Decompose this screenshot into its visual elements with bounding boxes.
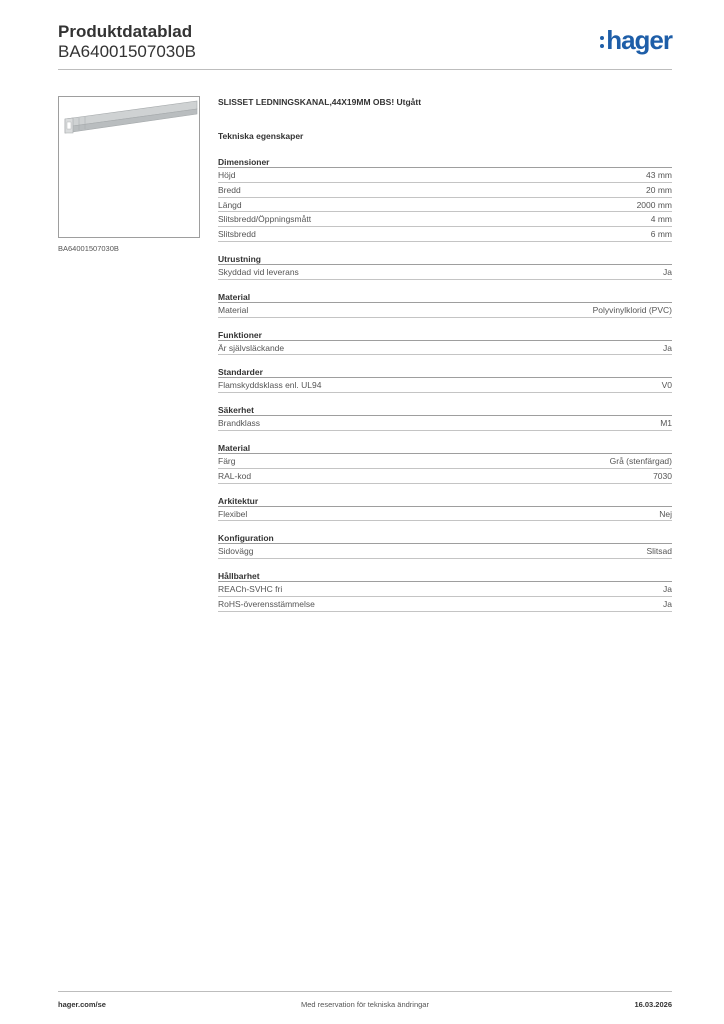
spec-value: M1 <box>660 418 672 429</box>
spec-label: Slitsbredd <box>218 229 256 240</box>
spec-group-title: Utrustning <box>218 253 672 265</box>
spec-row <box>218 212 672 227</box>
spec-row <box>218 168 672 183</box>
logo-text: hager <box>606 25 672 55</box>
spec-label: Sidovägg <box>218 546 254 557</box>
spec-row <box>218 454 672 469</box>
spec-group-material-color <box>218 442 672 484</box>
spec-row <box>218 265 672 280</box>
spec-row <box>218 341 672 356</box>
spec-label: Flamskyddsklass enl. UL94 <box>218 380 322 391</box>
spec-value: Ja <box>663 266 672 277</box>
technical-properties-heading: Tekniska egenskaper <box>218 131 304 141</box>
spec-row <box>218 416 672 431</box>
spec-value: 2000 mm <box>636 199 672 210</box>
spec-group-standards <box>218 366 672 393</box>
spec-group-title: Standarder <box>218 366 672 378</box>
spec-label: Bredd <box>218 184 241 195</box>
document-date: 16.03.2026 <box>634 1000 672 1009</box>
spec-label: Slitsbredd/Öppningsmått <box>218 214 312 225</box>
spec-group-title: Material <box>218 291 672 303</box>
spec-group-title: Säkerhet <box>218 404 672 416</box>
spec-group-title: Hållbarhet <box>218 570 672 582</box>
spec-value: Slitsad <box>646 546 672 557</box>
spec-label: Material <box>218 304 249 315</box>
logo-dots-icon <box>600 36 604 48</box>
spec-value: Nej <box>659 508 672 519</box>
hager-logo <box>600 25 672 55</box>
spec-row <box>218 544 672 559</box>
spec-row <box>218 507 672 522</box>
spec-label: Brandklass <box>218 418 261 429</box>
spec-group-safety <box>218 404 672 431</box>
spec-value: Grå (stenfärgad) <box>609 455 672 466</box>
spec-value: Ja <box>663 342 672 353</box>
spec-group-title: Arkitektur <box>218 495 672 507</box>
spec-value: 20 mm <box>646 184 672 195</box>
spec-group-title: Material <box>218 442 672 454</box>
spec-label: Flexibel <box>218 508 248 519</box>
spec-row <box>218 198 672 213</box>
spec-value: V0 <box>661 380 672 391</box>
spec-group-functions <box>218 329 672 356</box>
document-footer <box>58 991 672 1015</box>
spec-row <box>218 378 672 393</box>
product-title: SLISSET LEDNINGSKANAL,44X19MM OBS! Utgått <box>218 97 422 107</box>
spec-group-dimensions <box>218 156 672 242</box>
spec-row <box>218 183 672 198</box>
spec-value: 6 mm <box>650 229 672 240</box>
spec-row <box>218 469 672 484</box>
spec-group-configuration <box>218 532 672 559</box>
spec-label: RoHS-överensstämmelse <box>218 598 315 609</box>
specification-content <box>218 96 672 623</box>
spec-value: 4 mm <box>650 214 672 225</box>
spec-label: RAL-kod <box>218 470 252 481</box>
spec-value: Ja <box>663 584 672 595</box>
spec-group-architecture <box>218 495 672 522</box>
image-caption: BA64001507030B <box>58 244 119 253</box>
spec-label: Färg <box>218 455 236 466</box>
spec-value: 43 mm <box>646 170 672 180</box>
spec-group-sustainability <box>218 570 672 612</box>
document-type-title: Produktdatablad <box>58 22 193 41</box>
spec-label: Längd <box>218 199 242 210</box>
document-header <box>58 22 672 70</box>
spec-group-title: Dimensioner <box>218 156 672 168</box>
spec-group-material <box>218 291 672 318</box>
spec-row <box>218 597 672 612</box>
spec-label: Är självsläckande <box>218 342 285 353</box>
product-code: BA64001507030B <box>58 42 197 61</box>
cable-duct-illustration <box>59 97 199 237</box>
spec-label: Höjd <box>218 170 236 180</box>
product-image <box>58 96 200 238</box>
spec-value: Ja <box>663 598 672 609</box>
spec-row <box>218 582 672 597</box>
disclaimer-text: Med reservation för tekniska ändringar <box>301 1000 429 1009</box>
spec-value: Polyvinylklorid (PVC) <box>592 304 672 315</box>
website-link[interactable]: hager.com/se <box>58 1000 106 1009</box>
spec-row <box>218 227 672 242</box>
spec-group-title: Funktioner <box>218 329 672 341</box>
spec-label: REACh-SVHC fri <box>218 584 283 595</box>
spec-row <box>218 303 672 318</box>
spec-label: Skyddad vid leverans <box>218 266 299 277</box>
spec-group-equipment <box>218 253 672 280</box>
spec-value: 7030 <box>653 470 672 481</box>
spec-group-title: Konfiguration <box>218 532 672 544</box>
